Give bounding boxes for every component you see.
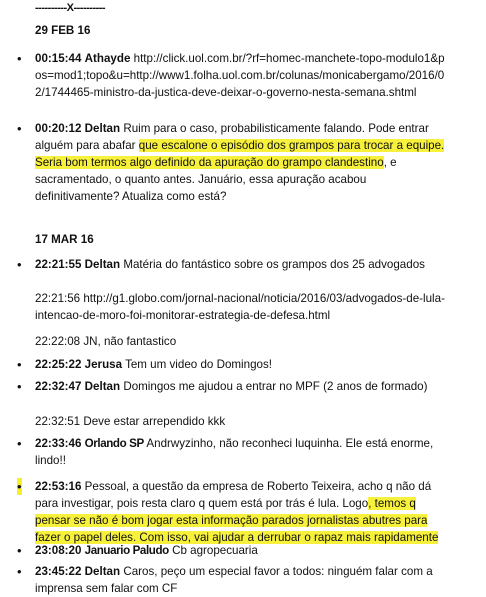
- separator: ----------X----------: [35, 2, 106, 14]
- bullet-icon: •: [17, 257, 22, 272]
- sender: Orlando SP: [84, 437, 144, 450]
- message-text: Domingos me ajudou a entrar no MPF (2 anos de formado): [123, 380, 428, 393]
- timestamp: 00:20:12: [35, 122, 82, 135]
- timestamp: 22:25:22: [35, 358, 82, 371]
- sender: Januario Paludo: [84, 544, 169, 557]
- bullet-icon: •: [17, 543, 22, 558]
- bullet-icon: •: [17, 51, 22, 66]
- bullet-icon: •: [17, 379, 22, 394]
- timestamp: 22:53:16: [35, 480, 82, 493]
- sender: Jerusa: [84, 358, 123, 371]
- followup-message: 22:22:08 JN, não fantastico: [35, 335, 177, 348]
- timestamp: 23:08:20: [35, 544, 82, 557]
- list-item: [17, 478, 445, 546]
- list-item: [17, 120, 445, 205]
- highlighted-text: que escalone o episódio dos grampos para trocar a equipe. Seria bom termos algo definido da apuração do grampo clandestino: [35, 139, 445, 169]
- message-text: Caros, peço um especial favor a todos: ninguém falar com a imprensa sem falar com CF: [35, 565, 433, 595]
- sender: Deltan: [84, 122, 121, 135]
- timestamp: 22:21:55: [35, 258, 82, 271]
- message-text: Cb agropecuaria: [172, 544, 258, 557]
- list-item: [17, 256, 445, 273]
- highlighted-text: , temos q pensar se não é bom jogar esta informação parados jornalistas abutres para fazer o papel deles. Com isso, vai ajudar a derrubar o rapaz mais rapidamente: [35, 497, 439, 544]
- followup-message[interactable]: 22:21:56 http://g1.globo.com/jornal-nacional/noticia/2016/03/advogados-de-lula-intencao-de-moro-foi-monitorar-estrategia-de-defesa.html: [35, 292, 445, 322]
- message-text: Andrwyzinho, não reconheci luquinha. Ele está enorme, lindo!!: [35, 437, 434, 467]
- timestamp: 23:45:22: [35, 565, 82, 578]
- timestamp: 22:32:47: [35, 380, 82, 393]
- list-item: [17, 50, 445, 101]
- sender: Deltan: [84, 258, 121, 271]
- bullet-icon: •: [17, 357, 22, 372]
- bullet-icon: •: [17, 436, 22, 451]
- message-text: Ruim para o caso, probabilisticamente falando. Pode entrar alguém para abafar: [35, 122, 429, 152]
- sender: Athayde: [84, 52, 131, 65]
- message-text: Matéria do fantástico sobre os grampos dos 25 advogados: [123, 258, 425, 271]
- date-heading: 17 MAR 16: [35, 233, 94, 246]
- message-text: Tem um video do Domingos!: [125, 358, 272, 371]
- bullet-icon: •: [17, 564, 22, 579]
- list-item: [17, 542, 445, 559]
- sender: Deltan: [84, 380, 121, 393]
- message-text: Pessoal, a questão da empresa de Roberto Teixeira, acho q não dá para investigar, pois resta claro q quem está por trás é lula. Logo: [35, 480, 432, 510]
- message-link[interactable]: http://click.uol.com.br/?rf=homec-manchete-topo-modulo1&pos=mod1;topo&u=http://www1.folha.uol.com.br/colunas/monicabergamo/2016/02/1744465-ministro-da-justica-deve-deixar-o-governo-nesta-semana.shtml: [35, 52, 445, 99]
- timestamp: 22:33:46: [35, 437, 82, 450]
- list-item: [17, 356, 445, 373]
- message-text: , e sacramentado, o quanto antes. Januário, essa apuração acabou definitivamente? Atualiza como está?: [35, 156, 397, 203]
- sender: Deltan: [84, 565, 121, 578]
- list-item: [17, 435, 445, 469]
- bullet-icon: •: [17, 479, 22, 494]
- list-item: [17, 378, 445, 395]
- followup-message: 22:32:51 Deve estar arrependido kkk: [35, 415, 226, 428]
- list-item: [17, 563, 445, 597]
- timestamp: 00:15:44: [35, 52, 82, 65]
- bullet-icon: •: [17, 121, 22, 136]
- date-heading: 29 FEB 16: [35, 24, 91, 37]
